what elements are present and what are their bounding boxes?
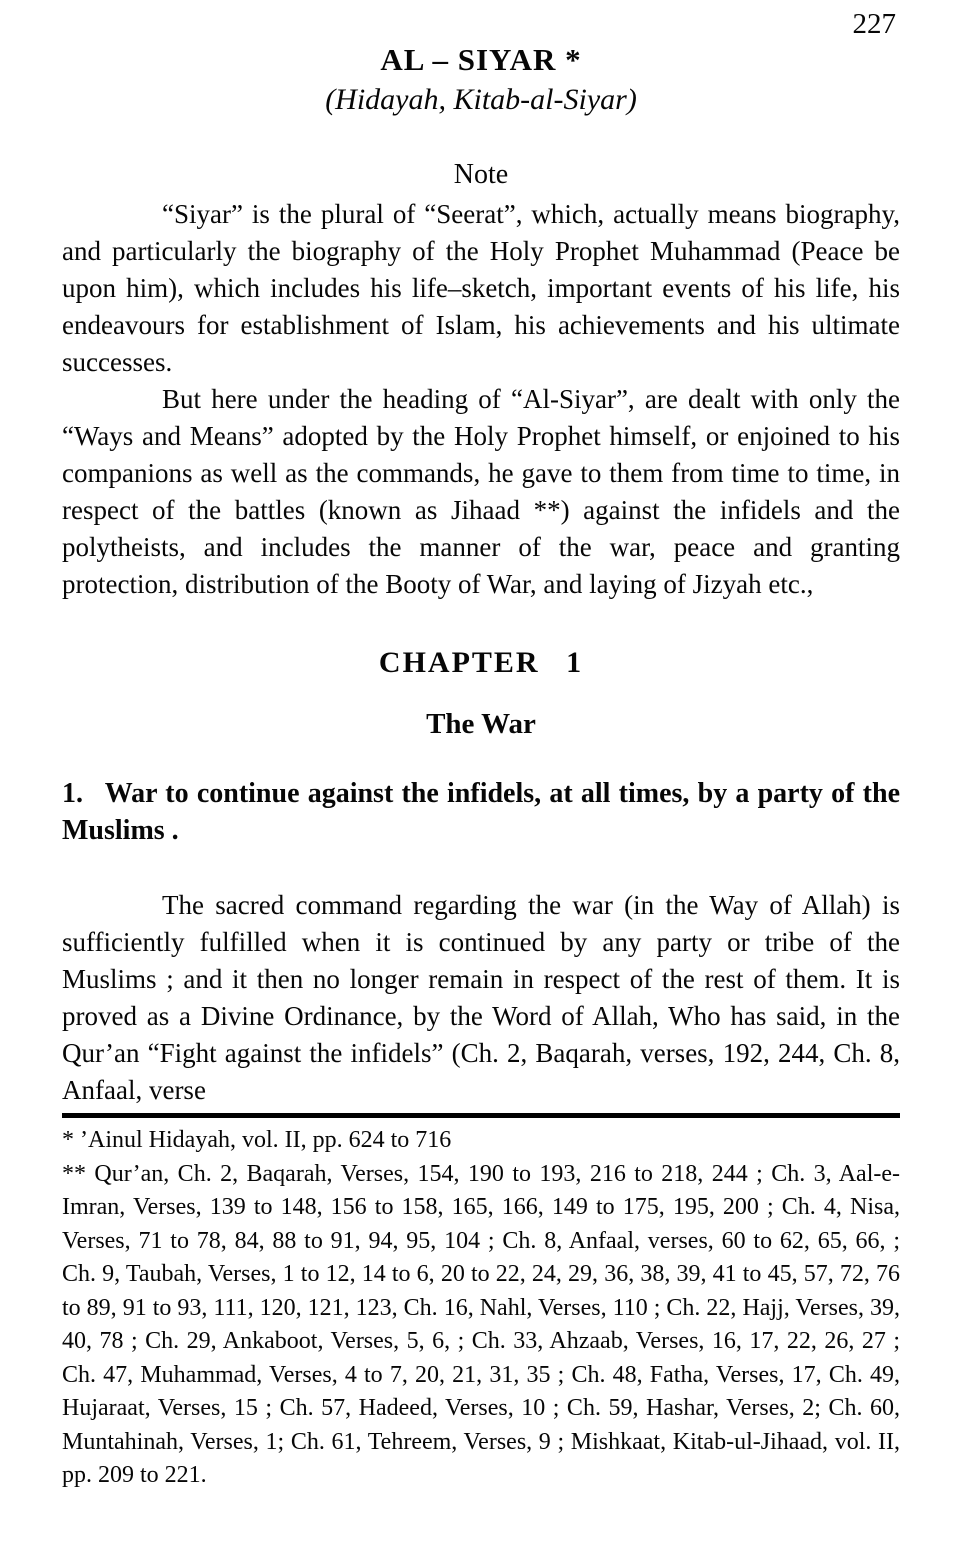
page-number: 227 — [852, 8, 896, 40]
note-heading: Note — [453, 159, 509, 190]
chapter-heading: CHAPTER 1 — [378, 646, 584, 679]
chapter-title: The War — [426, 708, 536, 740]
note-paragraph-1: “Siyar” is the plural of “Seerat”, which, actually means biography, and particularly the biography of the Holy Prophet Muhammad (Peace be upon him), which includes his life–sketch, important events of his life, his endeavours for establishment of Islam, his achievements and his ultimate successes. — [62, 199, 900, 377]
page-subtitle: (Hidayah, Kitab-al-Siyar) — [325, 83, 637, 116]
footnote-item: ** Qur’an, Ch. 2, Baqarah, Verses, 154, 190 to 193, 216 to 218, 244 ; Ch. 3, Aal-e-Imran, Verses, 139 to 148, 156 to 158, 165, 166, 149 to 175, 195, 200 ; Ch. 4, Nisa, Verses, 71 to 78, 84, 88 to 91, 94, 95, 104 ; Ch. 8, Anfaal, verses, 60 to 62, 65, 66, ; Ch. 9, Taubah, Verses, 1 to 12, 14 to 6, 20 to 22, 24, 29, 36, 38, 39, 41 to 45, 57, 72, 76 to 89, 91 to 93, 111, 120, 121, 123, Ch. 16, Nahl, Verses, 110 ; Ch. 22, Hajj, Verses, 39, 40, 78 ; Ch. 29, Ankaboot, Verses, 5, 6, ; Ch. 33, Ahzaab, Verses, 16, 17, 22, 26, 27 ; Ch. 47, Muhammad, Verses, 4 to 7, 20, 21, 31, 35 ; Ch. 48, Fatha, Verses, 17, Ch. 49, Hujaraat, Verses, 15 ; Ch. 57, Hadeed, Verses, 10 ; Ch. 59, Hashar, Verses, 2; Ch. 60, Muntahinah, Verses, 1; Ch. 61, Tehreem, Verses, 9 ; Mishkaat, Kitab-ul-Jihaad, vol. II, pp. 209 to 221. — [62, 1160, 900, 1488]
footnote-item: * ’Ainul Hidayah, vol. II, pp. 624 to 716 — [62, 1127, 452, 1153]
body-paragraph: The sacred command regarding the war (in the Way of Allah) is sufficiently fulfilled when it is continued by any party or tribe of the Muslims ; and it then no longer remain in respect of the rest of them. It is proved as a Divine Ordinance, by the Word of Allah, Who has said, in the Qur’an “Fight against the infidels” (Ch. 2, Baqarah, verses, 192, 244, Ch. 8, Anfaal, verse — [62, 890, 900, 1105]
section-heading: 1. War to continue against the infidels, at all times, by a party of the Muslims . — [62, 778, 900, 846]
footnote-separator — [62, 1113, 900, 1118]
footnotes — [62, 1124, 900, 1493]
page-title: AL – SIYAR * — [380, 42, 582, 77]
note-paragraph-2: But here under the heading of “Al-Siyar”, are dealt with only the “Ways and Means” adopted by the Holy Prophet himself, or enjoined to his companions as well as the commands, he gave to them from time to time, in respect of the battles (known as Jihaad **) against the infidels and the polytheists, and includes the manner of the war, peace and granting protection, distribution of the Booty of War, and laying of Jizyah etc., — [62, 384, 900, 599]
